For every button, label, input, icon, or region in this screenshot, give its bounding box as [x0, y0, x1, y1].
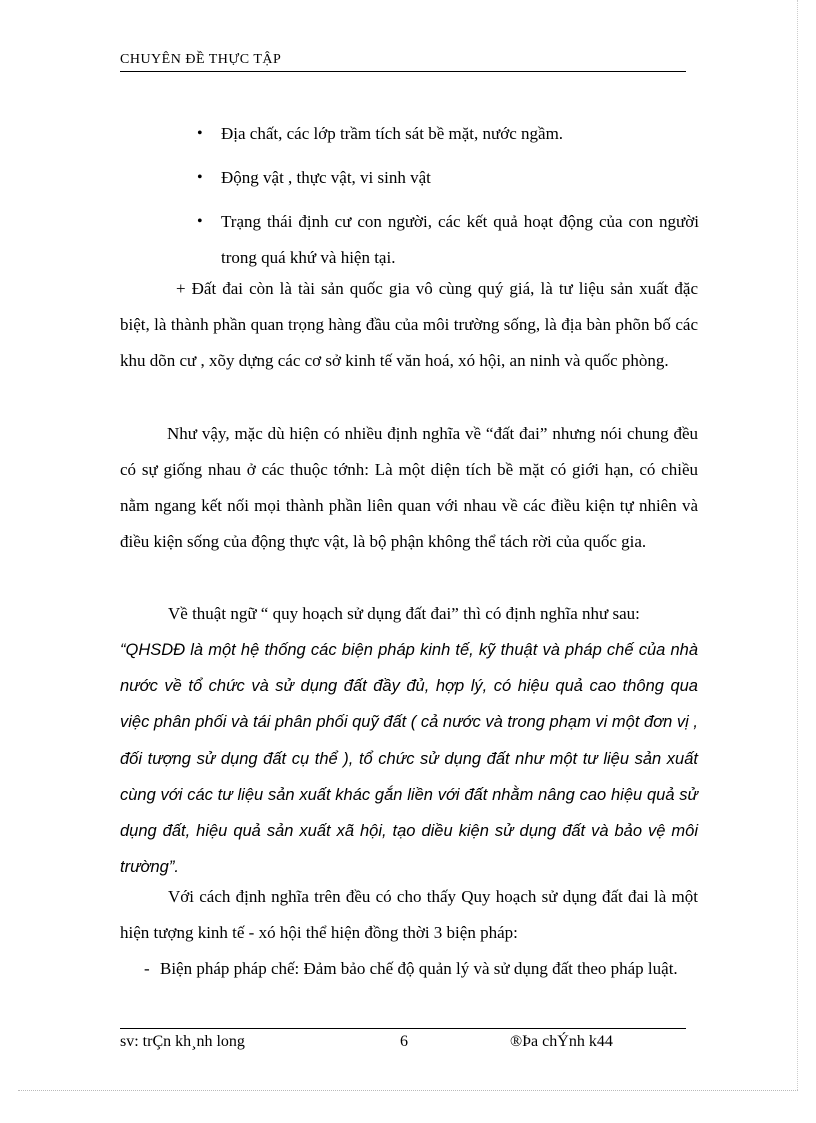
- running-header: CHUYÊN ĐỀ THỰC TẬP: [120, 52, 686, 72]
- bullet-dot-icon: •: [197, 125, 203, 142]
- dash-item-text: Biện pháp pháp chế: Đảm bảo chế độ quản lý và sử dụng đất theo pháp luật.: [160, 959, 678, 978]
- bullet-item: [197, 204, 699, 276]
- bullet-item: [197, 116, 699, 152]
- paragraph-land-asset: + Đất đai còn là tài sản quốc gia vô cùng quý giá, là tư liệu sản xuất đặc biệt, là thành phần quan trọng hàng đầu của môi trường sống, là địa bàn phõn bố các khu dõn cư , xõy dựng các cơ sở kinh tế văn hoá, xó hội, an ninh và quốc phòng.: [120, 279, 698, 370]
- page-boundary-bottom: [18, 1090, 798, 1091]
- bullet-text: Địa chất, các lớp trầm tích sát bề mặt, nước ngầm.: [221, 124, 564, 143]
- dash-marker: -: [144, 959, 150, 978]
- paragraph-planning-term: Về thuật ngữ “ quy hoạch sử dụng đất đai” thì có định nghĩa như sau:: [168, 604, 640, 623]
- bullet-item: [197, 160, 699, 196]
- bullet-dot-icon: •: [197, 169, 203, 186]
- paragraph-planning-measures: Với cách định nghĩa trên đều có cho thấy Quy hoạch sử dụng đất đai là một hiện tượng kinh tế - xó hội thể hiện đồng thời 3 biện pháp:: [120, 887, 698, 942]
- bullet-text: Trạng thái định cư con người, các kết quả hoạt động của con người trong quá khứ và hiện tại.: [221, 212, 699, 267]
- page-boundary-right: [797, 0, 798, 1090]
- quote-planning-definition: “QHSDĐ là một hệ thống các biện pháp kinh tế, kỹ thuật và pháp chế của nhà nước về tổ chức và sử dụng đất đầy đủ, hợp lý, có hiệu quả cao thông qua việc phân phối và tái phân phối quỹ đất ( cả nước và trong phạm vi một đơn vị , đối tượng sử dụng đất cụ thể ), tổ chức sử dụng đất như một tư liệu sản xuất cùng với các tư liệu sản xuất khác gắn liền với đất nhằm nâng cao hiệu quả sử dụng đất, hiệu quả sản xuất xã hội, tạo diều kiện sử dụng đất và bảo vệ môi trường”.: [120, 641, 698, 877]
- footer-class: ®Þa chÝnh k44: [510, 1033, 613, 1050]
- footer-divider: [120, 1028, 686, 1029]
- bullet-dot-icon: •: [197, 213, 203, 230]
- dash-item: [120, 951, 698, 987]
- paragraph-land-definition: Như vậy, mặc dù hiện có nhiều định nghĩa về “đất đai” nhưng nói chung đều có sự giống nhau ở các thuộc tớnh: Là một diện tích bề mặt có giới hạn, có chiều nằm ngang kết nối mọi thành phần liên quan với nhau về các điều kiện tự nhiên và điều kiện sống của động thực vật, là bộ phận không thể tách rời của quốc gia.: [120, 424, 698, 551]
- footer-author: sv: trÇn kh¸nh long: [120, 1033, 245, 1050]
- page-number: 6: [400, 1033, 408, 1050]
- bullet-text: Động vật , thực vật, vi sinh vật: [221, 168, 431, 187]
